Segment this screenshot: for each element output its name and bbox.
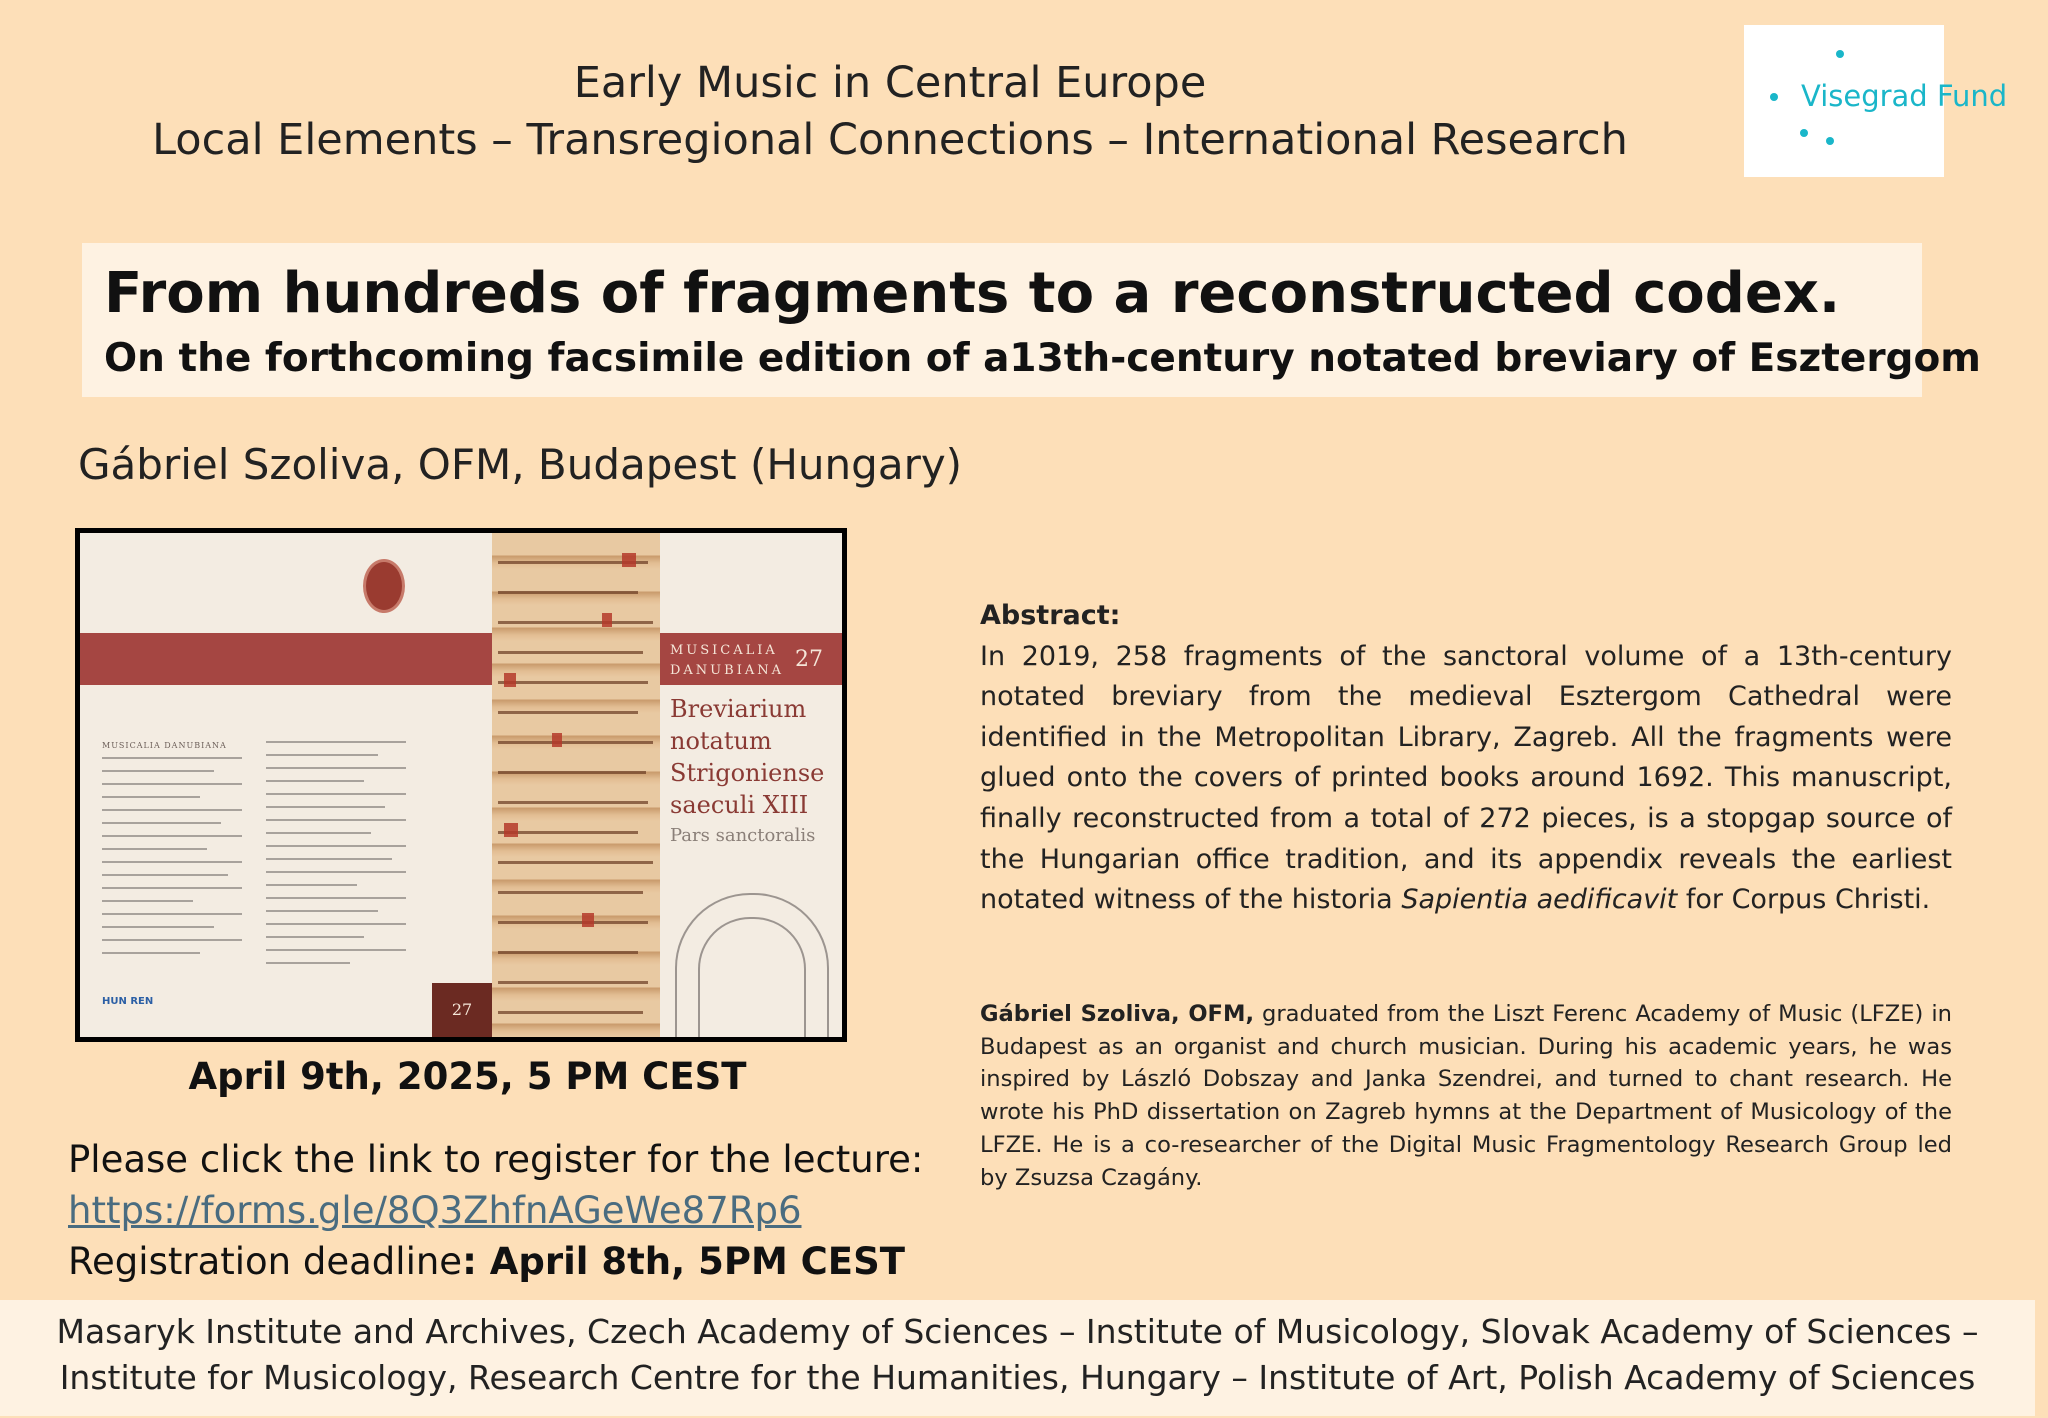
book-cover-image	[75, 528, 847, 1042]
registration-block	[68, 1134, 923, 1287]
manuscript-fragment-image	[492, 533, 660, 1037]
visegrad-fund-logo	[1744, 25, 2008, 177]
registration-deadline: Registration deadline: April 8th, 5PM CEST	[68, 1240, 905, 1283]
lecture-title: From hundreds of fragments to a reconstructed codex.	[104, 261, 1841, 326]
footer-line-2: Institute for Musicology, Research Centre for the Humanities, Hungary – Institute of Art, Polish Academy of Sciences	[59, 1358, 1976, 1397]
footer-line-1: Masaryk Institute and Archives, Czech Academy of Sciences – Institute of Musicology, Slovak Academy of Sciences –	[56, 1312, 1979, 1351]
logo-dot-icon	[1800, 129, 1808, 137]
cover-spine-volume: 27	[432, 983, 492, 1037]
bio-name: Gábriel Szoliva, OFM,	[980, 1001, 1255, 1027]
logo-dot-icon	[1836, 50, 1844, 58]
seal-icon	[363, 559, 405, 613]
bio-text: graduated from the Liszt Ferenc Academy of Music (LFZE) in Budapest as an organist and church musician. During his academic years, he was inspired by László Dobszay and Janka Szendrei, and turned to chant research. He wrote his PhD dissertation on Zagreb hymns at the Department of Musicology of the LFZE. He is a co-researcher of the Digital Music Fragmentology Research Group led by Zsuzsa Czagány.	[980, 1001, 1952, 1191]
cover-front-panel	[660, 533, 842, 1037]
logo-text: Visegrad Fund	[1801, 79, 2008, 113]
cover-list-right	[266, 741, 406, 975]
lecture-subtitle: On the forthcoming facsimile edition of a13th-century notated breviary of Esztergom	[104, 336, 1981, 381]
footer-organizers	[0, 1300, 2035, 1416]
abstract-block	[980, 596, 1952, 921]
header-series-subtitle: Local Elements – Transregional Connections – International Research	[152, 115, 1628, 165]
cover-series: MUSICALIA DANUBIANA	[670, 643, 784, 678]
registration-prompt: Please click the link to register for the lecture:	[68, 1138, 924, 1181]
title-box	[82, 243, 1981, 397]
logo-dot-icon	[1770, 93, 1778, 101]
cover-volume-number: 27	[795, 647, 823, 672]
speaker-bio	[980, 998, 1952, 1194]
cover-book-title: Breviarium notatum Strigoniense saeculi XIII	[670, 695, 825, 819]
cover-list-left	[102, 757, 242, 965]
abstract-heading: Abstract:	[980, 600, 1121, 631]
arch-inner-illustration	[698, 917, 806, 1039]
logo-dot-icon	[1826, 137, 1834, 145]
event-date: April 9th, 2025, 5 PM CEST	[188, 1055, 747, 1098]
cover-list-header: MUSICALIA DANUBIANA	[102, 741, 227, 750]
cover-pars: Pars sanctoralis	[670, 825, 816, 846]
abstract-text: In 2019, 258 fragments of the sanctoral volume of a 13th-century notated breviary from the medieval Esztergom Cathedral were identified in the Metropolitan Library, Zagreb. All the fragments were glued onto the covers of printed books around 1692. This manuscript, finally reconstructed from a total of 272 pieces, is a stopgap source of the Hungarian office tradition, and its appendix reveals the earliest notated witness of the historia Sapientia aedificavit for Corpus Christi.	[980, 640, 1952, 916]
publisher-logo: HUN REN	[102, 996, 154, 1007]
registration-link[interactable]: https://forms.gle/8Q3ZhfnAGeWe87Rp6	[68, 1189, 802, 1232]
header-series-title: Early Music in Central Europe	[573, 58, 1207, 108]
speaker-line: Gábriel Szoliva, OFM, Budapest (Hungary)	[78, 440, 963, 489]
